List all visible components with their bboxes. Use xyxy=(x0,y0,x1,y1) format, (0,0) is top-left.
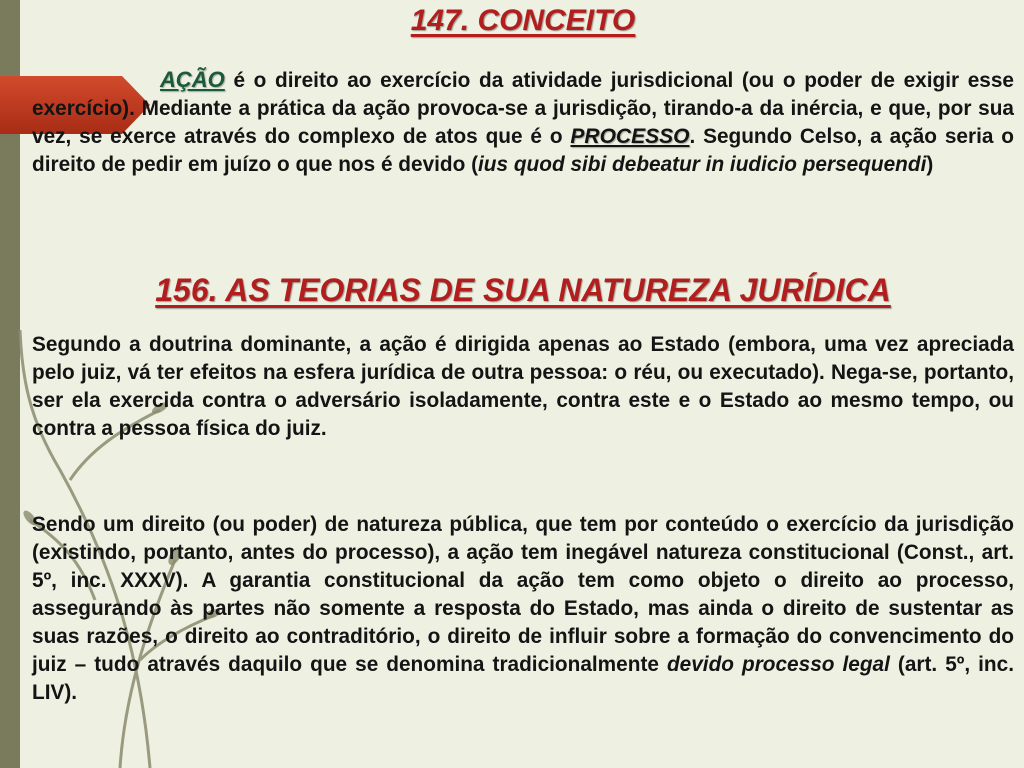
paragraph-conceito-text-3: ) xyxy=(926,153,934,176)
paragraph-conceito-text-2: . Segundo Celso, a ação seria o direito de pedir em juízo o que nos é devido ( xyxy=(32,125,1014,176)
heading-teorias: 156. AS TEORIAS DE SUA NATUREZA JURÍDICA xyxy=(155,272,891,308)
paragraph-natureza-text-1: Sendo um direito (ou poder) de natureza pública, que tem por conteúdo o exercício da jurisdição (existindo, portanto, antes do processo), a ação tem inegável natureza constitucional (Const., art. 5º, inc. XXXV). A garantia constitucional da ação tem como objeto o direito ao processo, assegurando às partes não somente a resposta do Estado, mas ainda o direito de sustentar as suas razões, o direito ao contraditório, o direito de influir sobre a formação do convencimento do juiz – tudo através daquilo que se denomina tradicionalmente xyxy=(32,513,1014,676)
paragraph-doutrina: Segundo a doutrina dominante, a ação é dirigida apenas ao Estado (embora, uma vez apreciada pelo juiz, vá ter efeitos na esfera jurídica de outra pessoa: o réu, ou executado). Nega-se, portanto, ser ela exercida contra o adversário isoladamente, contra este e o Estado ao mesmo tempo, ou contra a pessoa física do juiz. xyxy=(32,333,1014,440)
latin-phrase: ius quod sibi debeatur in iudicio persequendi xyxy=(478,153,927,176)
paragraph-natureza-text-2: (art. 5º, inc. LIV). xyxy=(32,653,1014,704)
term-acao: AÇÃO xyxy=(160,67,225,92)
paragraph-natureza-publica xyxy=(32,511,1014,707)
devido-processo-legal: devido processo legal xyxy=(666,653,890,676)
paragraph-conceito xyxy=(32,66,1014,179)
heading-conceito: 147. CONCEITO xyxy=(410,4,636,37)
paragraph-conceito-text-1: é o direito ao exercício da atividade jurisdicional (ou o poder de exigir esse exercício). Mediante a prática da ação provoca-se a jurisdição, tirando-a da inércia, e que, por sua vez, se exerce através do complexo de atos que é o xyxy=(32,69,1014,148)
term-processo: PROCESSO xyxy=(570,125,690,148)
